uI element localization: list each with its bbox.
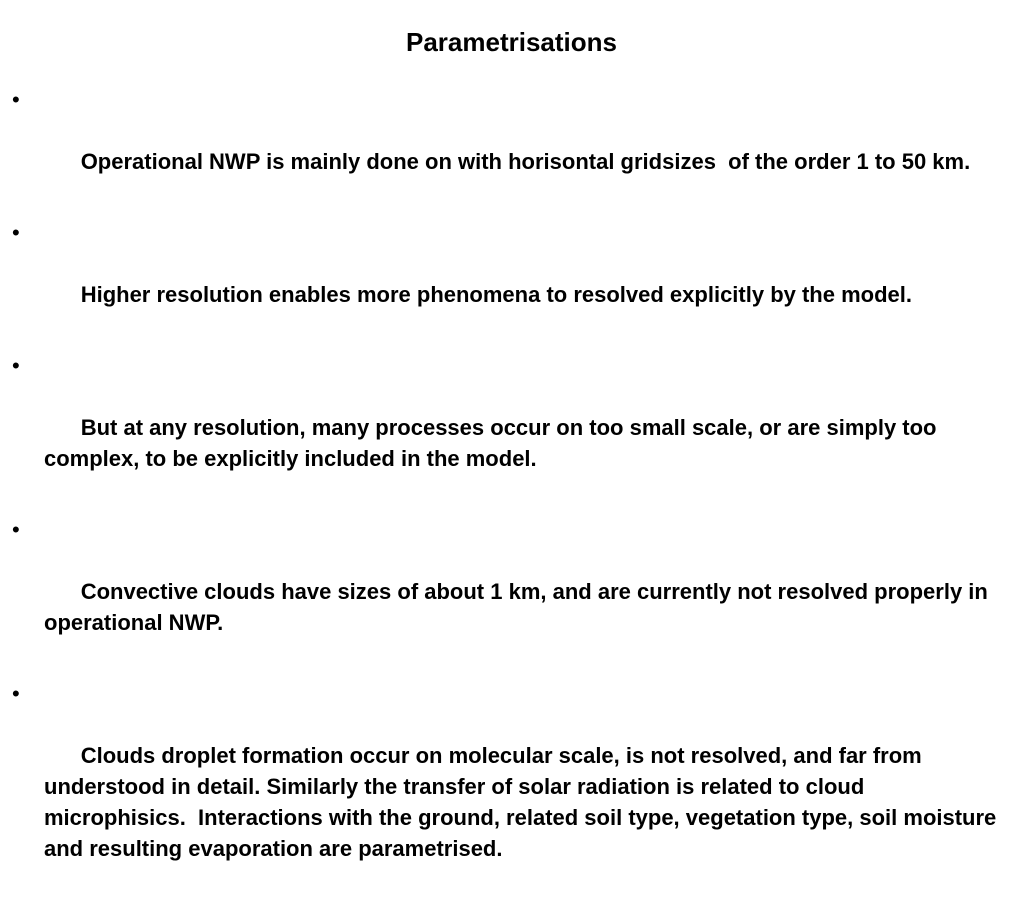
bullet-dot-icon: • xyxy=(12,353,20,378)
bullet-item-4 xyxy=(0,514,1023,669)
bullet-dot-icon: • xyxy=(12,220,20,245)
bullet-item-3 xyxy=(0,350,1023,505)
bullet-dot-icon: • xyxy=(12,517,20,542)
bullet-list xyxy=(0,84,1023,904)
slide-title: Parametrisations xyxy=(406,27,617,57)
bullet-text: Higher resolution enables more phenomena to resolved explicitly by the model. xyxy=(80,282,912,307)
bullet-dot-icon: • xyxy=(12,681,20,706)
bullet-item-5 xyxy=(0,678,1023,895)
bullet-item-1 xyxy=(0,84,1023,208)
bullet-item-2 xyxy=(0,217,1023,341)
bullet-text: Clouds droplet formation occur on molecular scale, is not resolved, and far from understood in detail. Similarly the transfer of solar radiation is related to cloud microphisics. Interactions with the ground, related soil type, vegetation type, soil moisture and resulting evaporation are parametrised. xyxy=(44,743,1003,861)
bullet-text: Convective clouds have sizes of about 1 km, and are currently not resolved properly in operational NWP. xyxy=(44,579,994,635)
bullet-text: But at any resolution, many processes occur on too small scale, or are simply too complex, to be explicitly included in the model. xyxy=(44,415,943,471)
bullet-dot-icon: • xyxy=(12,87,20,112)
bullet-text: Operational NWP is mainly done on with horisontal gridsizes of the order 1 to 50 km. xyxy=(80,149,971,174)
